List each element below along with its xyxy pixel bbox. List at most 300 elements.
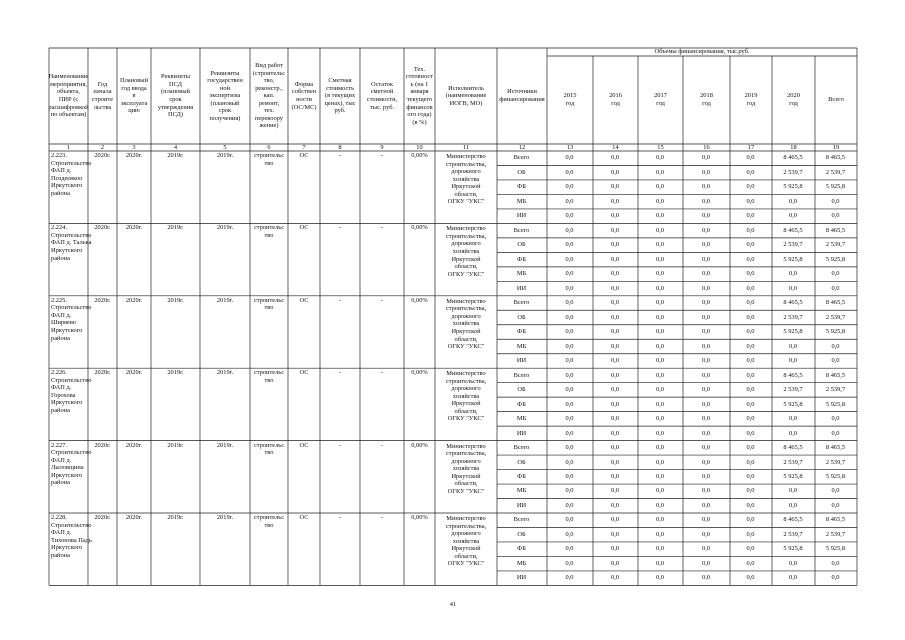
column-number: 2	[100, 144, 105, 151]
record-commission-year: 2020г.	[125, 514, 143, 521]
funding-value: 0,0	[565, 241, 574, 249]
record-ownership: ОС	[299, 224, 309, 232]
header-work-type: Вид работ (строительс тво, реконстр., кап. ремонт, тех. перевоору жение)	[252, 62, 286, 130]
funding-value: 0,0	[611, 226, 619, 234]
funding-value: 0,0	[702, 429, 710, 437]
funding-value: 2 539,7	[825, 530, 846, 538]
header-sources: Источники финансирования	[499, 88, 545, 103]
funding-value: 0,0	[656, 299, 664, 307]
funding-value: 2 539,7	[825, 386, 846, 394]
funding-value: 0,0	[656, 415, 664, 423]
funding-source-label: Всего	[513, 226, 530, 234]
funding-value: 0,0	[746, 284, 755, 292]
funding-value: 5 925,8	[783, 473, 803, 480]
funding-value: 8 465,5	[825, 299, 846, 307]
funding-value: 0,0	[611, 415, 619, 423]
funding-value: 0,0	[656, 429, 664, 437]
funding-value: 0,0	[702, 226, 710, 234]
funding-value: 0,0	[611, 371, 619, 379]
funding-value: 2 539,7	[783, 530, 803, 538]
funding-value: 2 539,7	[783, 458, 803, 466]
funding-value: 0,0	[565, 371, 574, 379]
funding-value: 0,0	[611, 501, 619, 509]
funding-value: 0,0	[656, 154, 664, 162]
funding-value: 0,0	[702, 197, 710, 205]
funding-value: 0,0	[656, 516, 664, 524]
funding-source-label: ИИ	[516, 429, 527, 437]
record-name: 2.227. Строительство ФАП д. Лыловщина Иркутского района	[51, 441, 92, 487]
funding-value: 5 925,8	[825, 473, 846, 480]
funding-value: 0,0	[702, 299, 710, 307]
funding-value: 0,0	[831, 357, 840, 365]
funding-value: 5 925,8	[825, 400, 846, 408]
record-psd-year: 2019г.	[167, 152, 184, 159]
funding-value: 0,0	[565, 342, 574, 350]
funding-value: 0,0	[702, 357, 710, 365]
funding-source-label: ИИ	[516, 501, 527, 509]
funding-value: 0,0	[746, 241, 755, 249]
record-executor: Министерство строительства, дорожного хозяйства Иркутской области, ОГКУ "УКС"	[445, 515, 487, 568]
funding-value: 0,0	[746, 212, 755, 220]
header-year: 2015 год	[563, 92, 577, 107]
funding-source-label: ИИ	[516, 357, 527, 365]
funding-value: 0,0	[656, 313, 664, 321]
funding-value: 0,0	[611, 400, 619, 408]
funding-value: 0,0	[746, 357, 755, 365]
funding-value: 0,0	[746, 444, 755, 452]
funding-value: 0,0	[831, 559, 840, 567]
record-expertise-year: 2019г.	[216, 224, 234, 232]
funding-value: 8 465,5	[783, 516, 803, 524]
funding-value: 0,0	[656, 444, 664, 452]
funding-value: 0,0	[746, 255, 755, 263]
record-remaining-cost: -	[380, 296, 384, 304]
header-remaining-cost: Остаток сметной стоимости, тыс. руб.	[366, 80, 398, 111]
funding-value: 0,0	[565, 299, 574, 307]
funding-value: 0,0	[565, 270, 574, 278]
funding-value: 0,0	[656, 458, 664, 466]
funding-value: 0,0	[789, 574, 797, 582]
record-commission-year: 2020г.	[125, 441, 143, 449]
funding-value: 0,0	[656, 473, 664, 480]
funding-value: 0,0	[702, 530, 710, 538]
funding-value: 2 539,7	[825, 241, 846, 249]
record-estimated-cost: -	[338, 152, 342, 159]
funding-value: 0,0	[611, 342, 619, 350]
funding-value: 0,0	[656, 530, 664, 538]
record-readiness: 0,00%	[411, 441, 428, 449]
record-remaining-cost: -	[380, 441, 384, 449]
funding-value: 0,0	[611, 458, 619, 466]
record-executor: Министерство строительства, дорожного хозяйства Иркутской области, ОГКУ "УКС"	[445, 442, 487, 495]
record-estimated-cost: -	[338, 296, 342, 304]
record-remaining-cost: -	[380, 514, 384, 521]
column-number: 18	[790, 144, 797, 151]
funding-source-label: ФБ	[517, 255, 526, 263]
record-psd-year: 2019г.	[167, 296, 184, 304]
funding-value: 0,0	[565, 255, 574, 263]
funding-value: 0,0	[565, 183, 574, 191]
record-commission-year: 2020г.	[125, 296, 143, 304]
funding-source-label: ОБ	[517, 530, 526, 538]
record-executor: Министерство строительства, дорожного хозяйства Иркутской области, ОГКУ "УКС"	[445, 297, 487, 351]
funding-value: 0,0	[746, 197, 755, 205]
funding-source-label: Всего	[513, 516, 530, 524]
record-executor: Министерство строительства, дорожного хозяйства Иркутской области, ОГКУ "УКС"	[445, 153, 487, 206]
record-estimated-cost: -	[338, 441, 342, 449]
record-commission-year: 2020г.	[125, 369, 143, 377]
funding-source-label: ОБ	[517, 168, 526, 176]
funding-source-label: ОБ	[517, 313, 526, 321]
funding-value: 2 539,7	[783, 241, 803, 249]
funding-source-label: ФБ	[517, 183, 526, 191]
funding-value: 0,0	[656, 501, 664, 509]
funding-value: 0,0	[656, 574, 664, 582]
funding-value: 0,0	[789, 487, 797, 495]
header-readiness: Тех. готовност ь (на 1 января текущего финансов ого года) (в %)	[406, 65, 433, 126]
funding-value: 8 465,5	[825, 444, 846, 452]
funding-value: 0,0	[611, 212, 619, 220]
header-funding-group: Объемы финансирования, тыс.руб.	[654, 48, 750, 56]
column-number: 19	[832, 144, 840, 151]
column-number: 16	[703, 144, 710, 151]
column-number: 5	[223, 144, 227, 151]
funding-value: 0,0	[656, 371, 664, 379]
funding-value: 0,0	[656, 183, 664, 191]
funding-source-label: МБ	[516, 487, 527, 495]
record-psd-year: 2019г.	[167, 224, 184, 232]
column-number: 10	[416, 144, 423, 151]
funding-value: 0,0	[746, 154, 755, 162]
column-number: 7	[302, 144, 306, 151]
funding-value: 0,0	[789, 270, 797, 278]
funding-value: 0,0	[789, 197, 797, 205]
funding-value: 0,0	[746, 299, 755, 307]
funding-value: 0,0	[611, 487, 619, 495]
funding-value: 0,0	[746, 473, 755, 480]
funding-value: 0,0	[565, 429, 574, 437]
funding-value: 0,0	[611, 516, 619, 524]
funding-value: 0,0	[611, 270, 619, 278]
funding-source-label: МБ	[516, 270, 527, 278]
record-estimated-cost: -	[338, 369, 342, 377]
funding-source-label: ОБ	[517, 241, 526, 249]
funding-value: 0,0	[702, 168, 710, 176]
funding-value: 0,0	[831, 574, 840, 582]
record-name: 2.225. Строительство ФАП д. Ширяево Иркутского района	[51, 296, 92, 342]
record-readiness: 0,00%	[411, 514, 428, 521]
funding-value: 0,0	[565, 458, 574, 466]
record-work-type: строительс тво	[253, 441, 285, 457]
funding-value: 2 539,7	[825, 458, 846, 466]
record-remaining-cost: -	[380, 369, 384, 377]
funding-value: 0,0	[746, 530, 755, 538]
record-name: 2.224. Строительство ФАП д. Талька Иркутского района	[51, 224, 92, 262]
funding-value: 0,0	[702, 516, 710, 524]
record-estimated-cost: -	[338, 514, 342, 521]
funding-value: 0,0	[746, 429, 755, 437]
record-readiness: 0,00%	[411, 369, 428, 377]
header-executor: Исполнитель (наименование ИОГВ, МО)	[445, 84, 487, 107]
funding-value: 0,0	[702, 386, 710, 394]
funding-value: 0,0	[656, 270, 664, 278]
funding-value: 0,0	[565, 328, 574, 336]
funding-value: 5 925,8	[825, 255, 846, 263]
funding-value: 0,0	[611, 255, 619, 263]
funding-value: 8 465,5	[825, 154, 846, 162]
funding-source-label: ОБ	[517, 386, 526, 394]
funding-value: 0,0	[746, 559, 755, 567]
funding-value: 0,0	[611, 530, 619, 538]
record-psd-year: 2019г.	[167, 369, 184, 377]
funding-value: 0,0	[611, 559, 619, 567]
column-number: 11	[462, 144, 470, 151]
funding-value: 0,0	[746, 226, 755, 234]
funding-value: 0,0	[789, 357, 797, 365]
record-work-type: строительс тво	[253, 514, 285, 529]
funding-value: 8 465,5	[783, 371, 803, 379]
funding-value: 0,0	[656, 386, 664, 394]
record-ownership: ОС	[299, 441, 309, 449]
funding-value: 0,0	[746, 313, 755, 321]
record-expertise-year: 2019г.	[216, 514, 234, 521]
page-number: 41	[449, 601, 457, 608]
record-work-type: строительс тво	[253, 224, 285, 239]
funding-value: 0,0	[565, 487, 574, 495]
record-commission-year: 2020г.	[125, 224, 143, 232]
funding-value: 0,0	[831, 342, 840, 350]
funding-value: 0,0	[565, 313, 574, 321]
funding-value: 0,0	[831, 284, 840, 292]
funding-value: 2 539,7	[783, 386, 803, 394]
funding-value: 0,0	[565, 357, 574, 365]
funding-value: 0,0	[831, 501, 840, 509]
funding-value: 0,0	[611, 197, 619, 205]
record-readiness: 0,00%	[411, 296, 428, 304]
funding-value: 0,0	[746, 501, 755, 509]
funding-value: 0,0	[656, 559, 664, 567]
funding-value: 0,0	[746, 386, 755, 394]
funding-value: 2 539,7	[825, 313, 846, 321]
funding-source-label: ФБ	[517, 400, 526, 408]
funding-source-label: Всего	[513, 371, 530, 379]
header-start-year: Год начала строите льства	[91, 80, 114, 111]
record-start-year: 2020г.	[94, 369, 111, 377]
funding-value: 0,0	[702, 313, 710, 321]
funding-value: 0,0	[746, 400, 755, 408]
funding-value: 0,0	[565, 197, 574, 205]
funding-value: 0,0	[702, 342, 710, 350]
header-year: 2017 год	[654, 92, 667, 107]
record-start-year: 2020г.	[94, 514, 111, 521]
column-number: 6	[267, 144, 271, 151]
funding-value: 0,0	[746, 458, 755, 466]
funding-value: 0,0	[702, 545, 710, 553]
funding-value: 0,0	[656, 400, 664, 408]
funding-source-label: МБ	[516, 559, 527, 567]
column-number: 1	[66, 144, 71, 151]
funding-value: 0,0	[831, 415, 840, 423]
record-start-year: 2020г.	[94, 152, 111, 159]
funding-value: 0,0	[611, 183, 619, 191]
funding-value: 0,0	[702, 400, 710, 408]
header-psd: Реквизиты ПСД (плановый срок утверждения ПСД)	[157, 73, 194, 119]
funding-value: 0,0	[702, 183, 710, 191]
funding-source-label: Всего	[513, 154, 530, 162]
funding-value: 5 925,8	[783, 328, 803, 336]
funding-value: 0,0	[746, 168, 755, 176]
funding-value: 0,0	[565, 212, 574, 220]
funding-source-label: ФБ	[517, 473, 526, 480]
record-readiness: 0,00%	[411, 224, 428, 232]
funding-value: 0,0	[565, 154, 574, 162]
record-executor: Министерство строительства, дорожного хозяйства Иркутской области, ОГКУ "УКС"	[445, 370, 487, 423]
header-year: 2019 год	[744, 92, 758, 107]
column-number: 13	[566, 144, 574, 151]
funding-value: 0,0	[831, 212, 840, 220]
funding-source-label: ИИ	[516, 284, 527, 292]
funding-value: 0,0	[565, 284, 574, 292]
funding-value: 0,0	[702, 284, 710, 292]
header-ownership: Форма собствен ности (ОС/МС)	[291, 80, 317, 111]
funding-value: 5 925,8	[783, 183, 803, 191]
header-year: 2020 год	[787, 92, 800, 107]
funding-value: 5 925,8	[783, 400, 803, 408]
funding-source-label: МБ	[516, 342, 527, 350]
funding-value: 8 465,5	[783, 154, 803, 162]
record-start-year: 2020г.	[94, 441, 111, 449]
record-estimated-cost: -	[338, 224, 342, 232]
funding-value: 0,0	[611, 168, 619, 176]
funding-value: 0,0	[565, 168, 574, 176]
funding-value: 0,0	[656, 168, 664, 176]
funding-value: 0,0	[565, 226, 574, 234]
funding-value: 0,0	[611, 545, 619, 553]
funding-value: 0,0	[611, 299, 619, 307]
funding-value: 0,0	[565, 574, 574, 582]
funding-source-label: ФБ	[517, 328, 526, 336]
funding-value: 8 465,5	[783, 299, 803, 307]
record-executor: Министерство строительства, дорожного хозяйства Иркутской области, ОГКУ "УКС"	[445, 225, 487, 278]
record-expertise-year: 2019г.	[216, 296, 234, 304]
funding-source-label: ИИ	[516, 212, 527, 220]
funding-value: 0,0	[565, 444, 574, 452]
record-name: 2.226. Строительство ФАП д. Горохова Иркутского района	[51, 369, 92, 414]
funding-value: 0,0	[789, 501, 797, 509]
funding-value: 8 465,5	[783, 226, 803, 234]
column-number: 9	[380, 144, 384, 151]
funding-value: 0,0	[831, 270, 840, 278]
column-number: 12	[518, 144, 526, 151]
funding-value: 0,0	[702, 154, 710, 162]
funding-value: 0,0	[746, 371, 755, 379]
funding-value: 0,0	[789, 415, 797, 423]
record-ownership: ОС	[299, 369, 309, 377]
funding-value: 0,0	[565, 516, 574, 524]
header-name: Наименование мероприятия, объекта, ПИР (с расшифровкой по объектам)	[48, 73, 89, 119]
header-total: Всего	[828, 96, 844, 104]
record-commission-year: 2020г.	[125, 152, 143, 159]
record-psd-year: 2019г.	[167, 514, 184, 521]
header-expertise: Реквизиты государствен ной экспертизы (плановый срок получения)	[207, 69, 243, 122]
funding-value: 0,0	[702, 212, 710, 220]
funding-value: 0,0	[831, 487, 840, 495]
record-remaining-cost: -	[380, 224, 384, 232]
funding-value: 0,0	[702, 559, 710, 567]
funding-value: 0,0	[656, 328, 664, 336]
funding-value: 0,0	[746, 328, 755, 336]
funding-value: 0,0	[656, 487, 664, 495]
record-expertise-year: 2019г.	[216, 441, 234, 449]
funding-value: 0,0	[746, 516, 755, 524]
funding-value: 5 925,8	[783, 255, 803, 263]
funding-source-label: Всего	[513, 299, 530, 307]
funding-value: 8 465,5	[825, 516, 846, 524]
record-name: 2.228. Строительство ФАП д. Тихонова Падь Иркутского района	[51, 514, 92, 559]
record-start-year: 2020г.	[94, 224, 111, 232]
funding-value: 0,0	[656, 545, 664, 553]
record-readiness: 0,00%	[411, 152, 428, 159]
funding-source-label: МБ	[516, 197, 527, 205]
funding-value: 0,0	[702, 241, 710, 249]
funding-value: 0,0	[656, 212, 664, 220]
funding-value: 0,0	[565, 530, 574, 538]
column-number: 8	[338, 144, 342, 151]
funding-value: 0,0	[702, 371, 710, 379]
column-number: 17	[747, 144, 755, 151]
funding-value: 0,0	[656, 284, 664, 292]
funding-value: 0,0	[746, 270, 755, 278]
funding-value: 0,0	[565, 545, 574, 553]
record-name: 2.223. Строительство ФАП д. Поздеевкоо Иркутского района	[51, 152, 92, 197]
header-estimated-cost: Сметная стоимость (в текущих ценах), тыс руб.	[324, 77, 356, 115]
funding-value: 0,0	[656, 226, 664, 234]
funding-value: 0,0	[656, 342, 664, 350]
funding-value: 0,0	[831, 429, 840, 437]
funding-source-label: ОБ	[517, 458, 526, 466]
funding-value: 0,0	[702, 487, 710, 495]
funding-value: 0,0	[611, 284, 619, 292]
funding-value: 5 925,8	[783, 545, 803, 553]
funding-value: 0,0	[611, 357, 619, 365]
record-ownership: ОС	[299, 296, 309, 304]
funding-value: 8 465,5	[825, 226, 846, 234]
funding-value: 5 925,8	[825, 328, 846, 336]
funding-value: 0,0	[565, 400, 574, 408]
funding-value: 0,0	[702, 270, 710, 278]
funding-value: 0,0	[702, 415, 710, 423]
column-number: 3	[132, 144, 136, 151]
funding-value: 0,0	[611, 444, 619, 452]
header-year: 2018 год	[700, 92, 713, 107]
funding-value: 0,0	[702, 574, 710, 582]
funding-value: 0,0	[611, 154, 619, 162]
funding-source-label: Всего	[513, 444, 530, 452]
funding-value: 0,0	[702, 473, 710, 480]
funding-source-label: ФБ	[517, 545, 526, 553]
record-expertise-year: 2019г.	[216, 369, 234, 377]
header-commission-year: Плановый год ввода в эксплуата цию	[120, 77, 148, 115]
funding-value: 8 465,5	[783, 444, 803, 452]
funding-value: 0,0	[611, 386, 619, 394]
funding-value: 0,0	[702, 255, 710, 263]
funding-value: 0,0	[611, 574, 619, 582]
record-work-type: строительс тво	[253, 152, 285, 167]
funding-value: 2 539,7	[825, 168, 846, 176]
funding-value: 0,0	[565, 559, 574, 567]
funding-value: 0,0	[702, 458, 710, 466]
record-remaining-cost: -	[380, 152, 384, 159]
